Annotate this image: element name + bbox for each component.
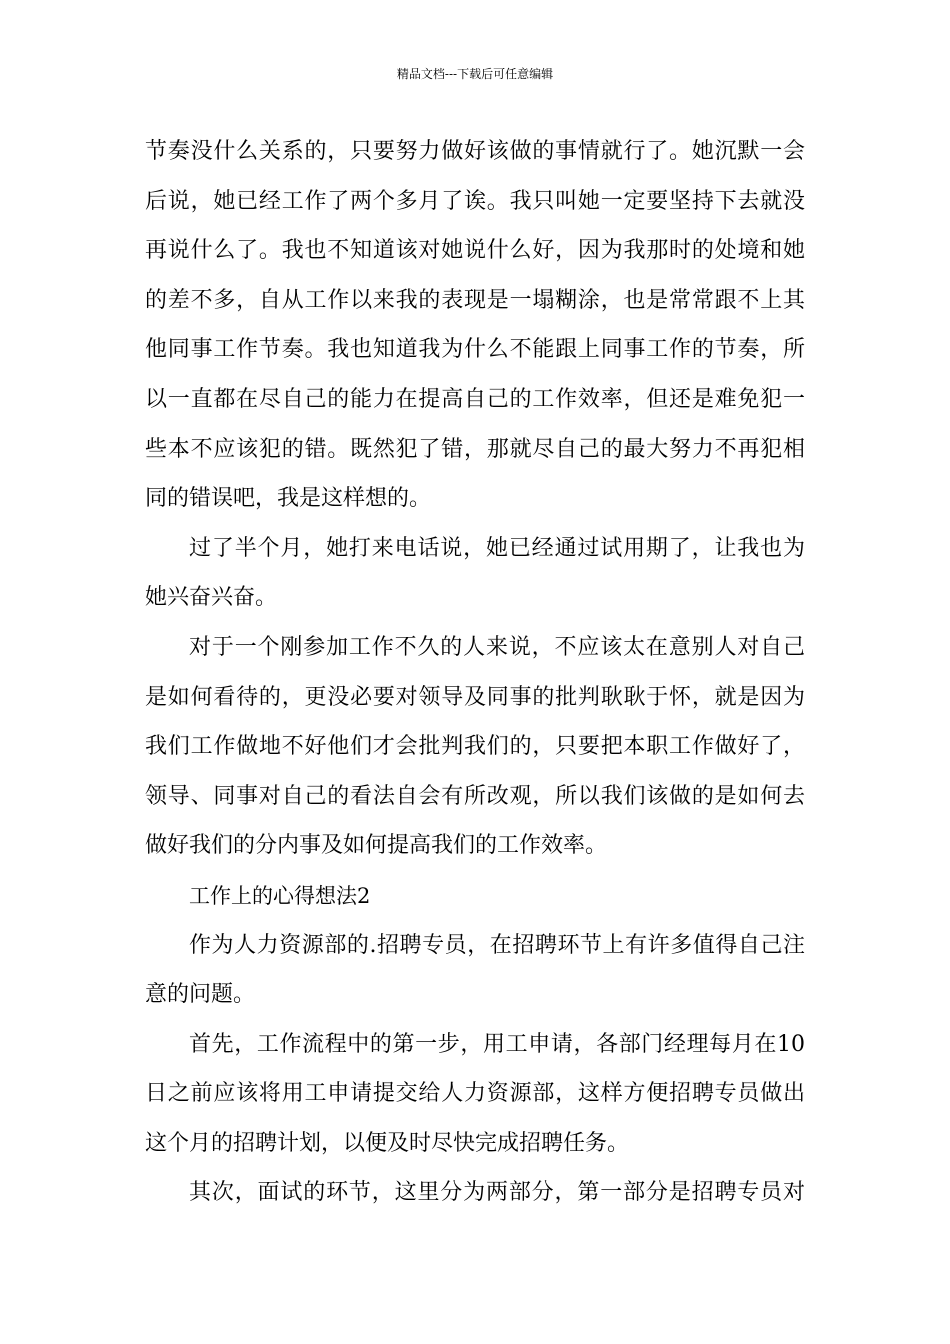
text-line: 日之前应该将用工申请提交给人力资源部，这样方便招聘专员做出 [145,1081,805,1107]
text-line: 的差不多，自从工作以来我的表现是一塌糊涂，也是常常跟不上其 [145,287,805,313]
text-line: 过了半个月，她打来电话说，她已经通过试用期了，让我也为 [189,535,805,561]
text-line: 是如何看待的，更没必要对领导及同事的批判耿耿于怀，就是因为 [145,684,805,710]
page-header: 精品文档---下载后可任意编辑 [396,67,554,81]
document-body [145,130,805,1221]
text-line: 以一直都在尽自己的能力在提高自己的工作效率，但还是难免犯一 [145,386,805,412]
text-line: 同的错误吧，我是这样想的。 [145,486,432,512]
text-line: 做好我们的分内事及如何提高我们的工作效率。 [145,833,608,859]
text-line: 我们工作做地不好他们才会批判我们的，只要把本职工作做好了， [145,734,805,760]
text-line: 她兴奋兴奋。 [145,585,278,611]
text-line: 其次，面试的环节，这里分为两部分，第一部分是招聘专员对 [189,1180,805,1206]
text-line: 作为人力资源部的.招聘专员，在招聘环节上有许多值得自己注 [189,932,805,958]
section-heading: 工作上的心得想法2 [189,883,371,908]
text-line: 些本不应该犯的错。既然犯了错，那就尽自己的最大努力不再犯相 [145,436,805,462]
text-line: 首先，工作流程中的第一步，用工申请，各部门经理每月在10 [189,1031,805,1057]
text-line: 再说什么了。我也不知道该对她说什么好，因为我那时的处境和她 [145,238,805,264]
text-line: 他同事工作节奏。我也知道我为什么不能跟上同事工作的节奏，所 [145,337,805,363]
text-line: 节奏没什么关系的，只要努力做好该做的事情就行了。她沉默一会 [145,139,805,164]
text-line: 这个月的招聘计划，以便及时尽快完成招聘任务。 [145,1130,630,1156]
text-line: 后说，她已经工作了两个多月了诶。我只叫她一定要坚持下去就没 [145,188,805,214]
text-line: 对于一个刚参加工作不久的人来说，不应该太在意别人对自己 [189,634,805,660]
text-line: 领导、同事对自己的看法自会有所改观，所以我们该做的是如何去 [145,783,805,809]
text-line: 意的问题。 [145,982,256,1008]
